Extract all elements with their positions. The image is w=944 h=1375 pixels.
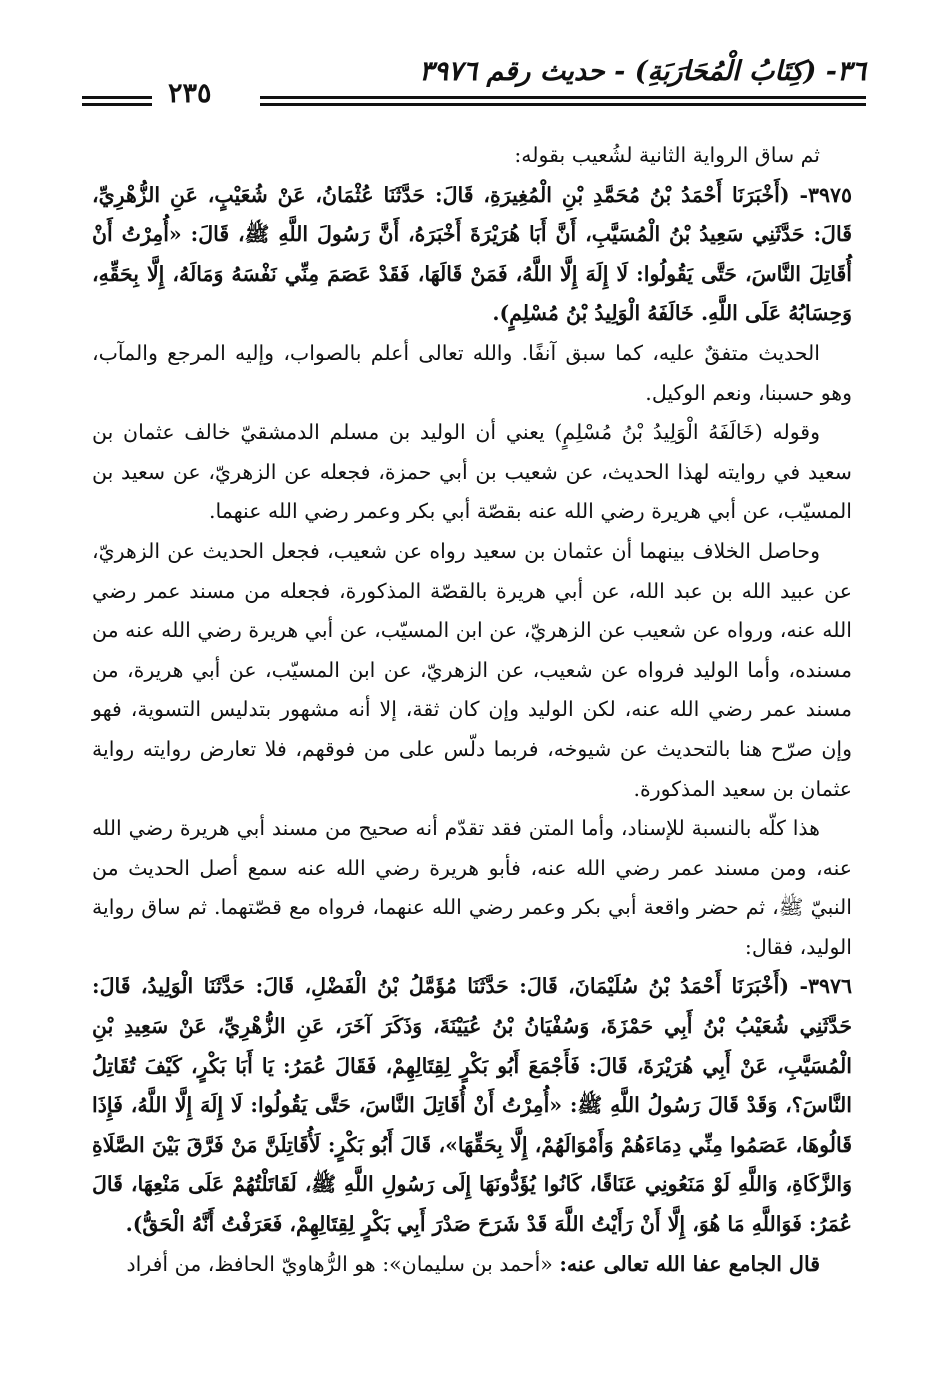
intro-line: ثم ساق الرواية الثانية لشُعيب بقوله: (514, 143, 820, 167)
header-rule (260, 96, 866, 99)
compiler-note-lead: قال الجامع عفا الله تعالى عنه: (559, 1251, 820, 1276)
header-rule (260, 103, 866, 106)
header-rule (82, 96, 152, 99)
page-number: ٢٣٥ (160, 78, 220, 109)
compiler-note (92, 1245, 852, 1285)
commentary-paragraph: وقوله (خَالَفَهُ الْوَلِيدُ بْنُ مُسْلِمٍ) يعني أن الوليد بن مسلم الدمشقيّ خالف عثمان بن سعيد في روايته لهذا الحديث، عن شعيب بن أبي حمزة، فجعله عن الزهريّ، عن سعيد بن المسيّب، عن أبي هريرة رضي الله عنه بقصّة أبي بكر وعمر رضي الله عنهما. (92, 420, 852, 524)
header-rule (82, 103, 152, 106)
commentary-paragraph: الحديث متفقٌ عليه، كما سبق آنفًا. والله تعالى أعلم بالصواب، وإليه المرجع والمآب، وهو حسبنا، ونعم الوكيل. (92, 340, 852, 405)
chapter-title: ٣٦- (كِتَابُ الْمُحَارَبَةِ) - حديث رقم ٣٩٧٦ (419, 56, 866, 87)
commentary-paragraph: هذا كلّه بالنسبة للإسناد، وأما المتن فقد تقدّم أنه صحيح من مسند أبي هريرة رضي الله عنه، ومن مسند عمر رضي الله عنه، فأبو هريرة رضي الله عنه سمع أصل الحديث من النبيّ ﷺ، ثم حضر واقعة أبي بكر وعمر رضي الله عنهما، فرواه مع قصّتهما. ثم ساق رواية الوليد، فقال: (92, 816, 852, 959)
page-header (82, 56, 866, 112)
page-body (92, 136, 852, 1284)
compiler-note-text: «أحمد بن سليمان»: هو الرُّهاويّ الحافظ، من أفراد (126, 1251, 560, 1276)
hadith-3975: ٣٩٧٥- (أَخْبَرَنَا أَحْمَدُ بْنُ مُحَمَّدِ بْنِ الْمُغِيرَةِ، قَالَ: حَدَّثَنَا عُثْمَانُ، عَنْ شُعَيْبٍ، عَنِ الزُّهْرِيِّ، قَالَ: حَدَّثَنِي سَعِيدُ بْنُ الْمُسَيَّبِ، أَنَّ أَبَا هُرَيْرَةَ أَخْبَرَهُ، أَنَّ رَسُولَ اللَّهِ ﷺ، قَالَ: «أُمِرْتُ أَنْ أُقَاتِلَ النَّاسَ، حَتَّى يَقُولُوا: لَا إِلَهَ إِلَّا اللَّهُ، فَمَنْ قَالَهَا، فَقَدْ عَصَمَ مِنِّي نَفْسَهُ وَمَالَهُ، إِلَّا بِحَقِّهِ، وَحِسَابُهُ عَلَى اللَّهِ. خَالَفَهُ الْوَلِيدُ بْنُ مُسْلِمٍ). (92, 182, 852, 326)
commentary-paragraph: وحاصل الخلاف بينهما أن عثمان بن سعيد رواه عن شعيب، فجعل الحديث عن الزهريّ، عن عبيد الله بن عبد الله، عن أبي هريرة بالقصّة المذكورة، فجعله من مسند عمر رضي الله عنه، ورواه عن شعيب عن الزهريّ، عن ابن المسيّب، عن أبي هريرة رضي الله عنه من مسنده، وأما الوليد فرواه عن شعيب، عن الزهريّ، عن ابن المسيّب، عن أبي هريرة، من مسند عمر رضي الله عنه، لكن الوليد وإن كان ثقة، إلا أنه مشهور بتدليس التسوية، فهو وإن صرّح هنا بالتحديث عن شيوخه، فربما دلّس على من فوقهم، فلا تعارض روايته رواية عثمان بن سعيد المذكورة. (92, 538, 852, 801)
hadith-3976: ٣٩٧٦- (أَخْبَرَنَا أَحْمَدُ بْنُ سُلَيْمَانَ، قَالَ: حَدَّثَنَا مُؤَمَّلُ بْنُ الْفَضْلِ، قَالَ: حَدَّثَنَا الْوَلِيدُ، قَالَ: حَدَّثَنِي شُعَيْبُ بْنُ أَبِي حَمْزَةَ، وَسُفْيَانُ بْنُ عُيَيْنَةَ، وَذَكَرَ آخَرَ، عَنِ الزُّهْرِيِّ، عَنْ سَعِيدِ بْنِ الْمُسَيَّبِ، عَنْ أَبِي هُرَيْرَةَ، قَالَ: فَأَجْمَعَ أَبُو بَكْرٍ لِقِتَالِهِمْ، فَقَالَ عُمَرُ: يَا أَبَا بَكْرٍ، كَيْفَ تُقَاتِلُ النَّاسَ؟، وَقَدْ قَالَ رَسُولُ اللَّهِ ﷺ: «أُمِرْتُ أَنْ أُقَاتِلَ النَّاسَ، حَتَّى يَقُولُوا: لَا إِلَهَ إِلَّا اللَّهُ، فَإِذَا قَالُوهَا، عَصَمُوا مِنِّي دِمَاءَهُمْ وَأَمْوَالَهُمْ، إِلَّا بِحَقِّهَا»، قَالَ أَبُو بَكْرٍ: لَأُقَاتِلَنَّ مَنْ فَرَّقَ بَيْنَ الصَّلَاةِ وَالزَّكَاةِ، وَاللَّهِ لَوْ مَنَعُونِي عَنَاقًا، كَانُوا يُؤَدُّونَهَا إِلَى رَسُولِ اللَّهِ ﷺ، لَقَاتَلْتُهُمْ عَلَى مَنْعِهَا، قَالَ عُمَرُ: فَوَاللَّهِ مَا هُوَ، إِلَّا أَنْ رَأَيْتُ اللَّهَ قَدْ شَرَحَ صَدْرَ أَبِي بَكْرٍ لِقِتَالِهِمْ، فَعَرَفْتُ أَنَّهُ الْحَقُّ). (92, 974, 852, 1237)
